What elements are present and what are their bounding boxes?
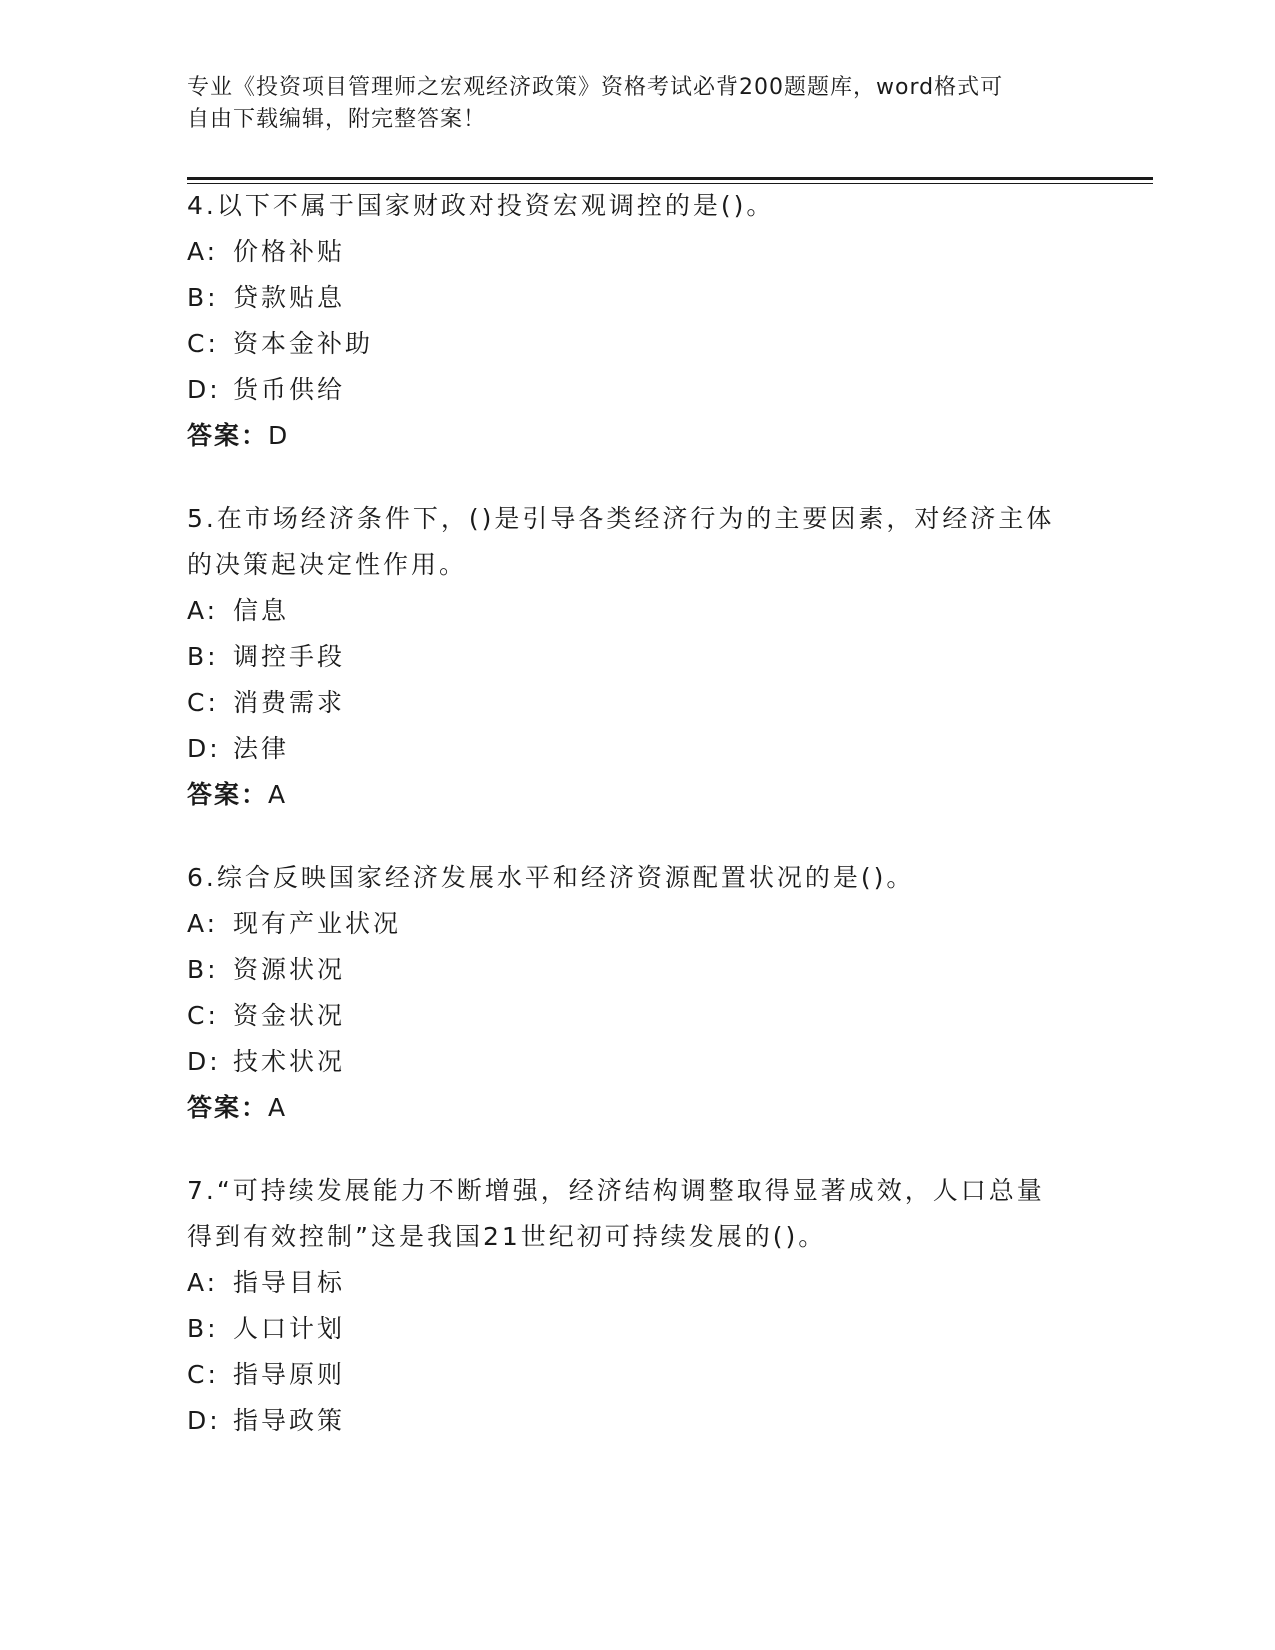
option-key: A: [187,909,219,938]
question-stem: 6.综合反映国家经济发展水平和经济资源配置状况的是()。 [187,863,915,892]
option-text: 贷款贴息 [233,283,346,312]
header-line-1: 专业《投资项目管理师之宏观经济政策》资格考试必背200题题库，word格式可 [187,75,1004,100]
option-text: 资本金补助 [233,329,374,358]
option-text: 货币供给 [233,375,346,404]
answer-value: D [268,421,289,450]
option-c [187,321,1067,367]
option-key: A: [187,596,219,625]
answer-label: 答案： [187,421,269,450]
option-text: 资金状况 [233,1001,346,1030]
option-key: C: [187,329,219,358]
option-key: D: [187,375,221,404]
option-text: 法律 [233,734,290,763]
option-d [187,367,1067,413]
answer-value: A [268,1093,287,1122]
option-key: B: [187,955,219,984]
option-b [187,1306,1067,1352]
option-text: 指导目标 [233,1268,346,1297]
question-5 [187,496,1067,818]
option-key: A: [187,237,219,266]
question-stem: 7.“可持续发展能力不断增强，经济结构调整取得显著成效，人口总量得到有效控制”这是我国21世纪初可持续发展的()。 [187,1176,1045,1251]
option-b [187,947,1067,993]
question-stem: 4.以下不属于国家财政对投资宏观调控的是()。 [187,191,775,220]
option-d [187,1398,1067,1444]
answer-label: 答案： [187,780,269,809]
option-c [187,1352,1067,1398]
question-stem: 5.在市场经济条件下，()是引导各类经济行为的主要因素，对经济主体的决策起决定性作用。 [187,504,1055,579]
option-key: C: [187,1001,219,1030]
option-key: B: [187,642,219,671]
option-a [187,229,1067,275]
answer-line [187,772,1067,818]
document-header [187,72,1067,136]
option-text: 价格补贴 [233,237,346,266]
option-key: C: [187,1360,219,1389]
question-7 [187,1168,1067,1444]
option-a [187,1260,1067,1306]
header-line-2: 自由下载编辑，附完整答案！ [187,107,487,132]
option-d [187,726,1067,772]
question-4 [187,183,1067,459]
option-key: A: [187,1268,219,1297]
option-text: 资源状况 [233,955,346,984]
option-text: 现有产业状况 [233,909,402,938]
question-6 [187,855,1067,1131]
option-b [187,634,1067,680]
option-text: 技术状况 [233,1047,346,1076]
answer-label: 答案： [187,1093,269,1122]
header-rule-thick [187,177,1153,180]
option-text: 指导原则 [233,1360,346,1389]
option-key: C: [187,688,219,717]
answer-line [187,1085,1067,1131]
option-c [187,680,1067,726]
option-c [187,993,1067,1039]
option-text: 指导政策 [233,1406,346,1435]
option-text: 信息 [233,596,290,625]
option-key: B: [187,283,219,312]
option-a [187,901,1067,947]
option-text: 消费需求 [233,688,346,717]
option-key: D: [187,734,221,763]
option-key: D: [187,1047,221,1076]
answer-line [187,413,1067,459]
option-d [187,1039,1067,1085]
option-text: 人口计划 [233,1314,346,1343]
answer-value: A [268,780,287,809]
option-a [187,588,1067,634]
option-text: 调控手段 [233,642,346,671]
option-key: B: [187,1314,219,1343]
option-b [187,275,1067,321]
option-key: D: [187,1406,221,1435]
